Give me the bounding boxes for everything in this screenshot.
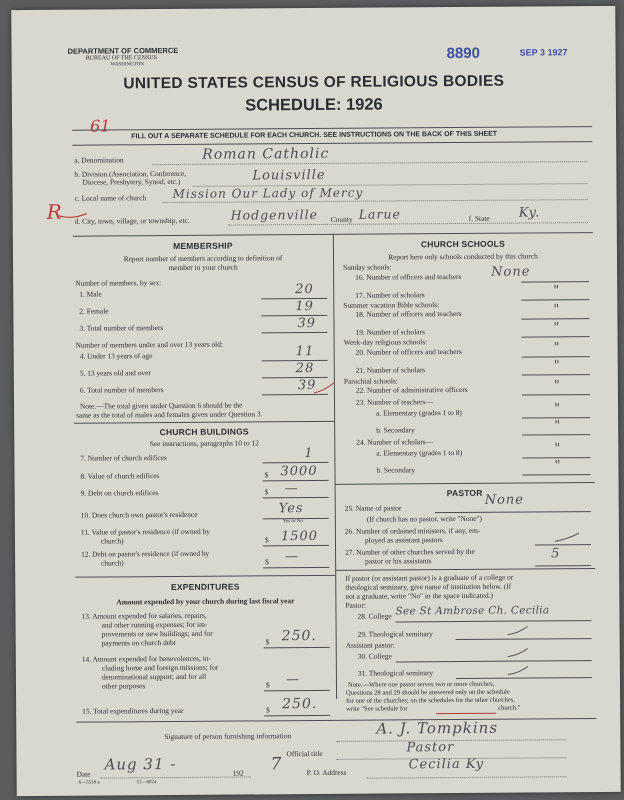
check-mark [508,667,528,675]
q22-value: " [553,378,561,394]
pastor-heading: PASTOR [446,487,483,499]
denomination-value: Roman Catholic [202,145,330,163]
q13-dollar: $ [265,637,270,647]
form-number-2: 11—6024 [136,780,157,786]
q7-label: 7. Number of church edifices [80,453,167,463]
q7-value: 1 [304,446,314,462]
q13-label-2: and other running expenses; for im- [101,619,208,630]
q24a-label: a. Elementary (grades 1 to 8) [376,447,463,458]
q27-label-2: pastor or his assistants [365,556,432,566]
q27-value: 5 [551,546,561,562]
q14-label-2: cluding home and foreign missions; for [101,662,219,673]
q15-dollar: $ [266,705,270,715]
q11-dollar: $ [264,535,269,545]
year-value: 7 [270,754,283,775]
q24a-value: " [554,441,562,457]
membership-intro: Report number of members according to definition of [123,253,283,264]
q8-value: 3000 [280,463,318,480]
q23a-value: " [554,401,562,417]
q23b-label: b. Secondary [376,425,415,435]
fill-out-instructions: FILL OUT A SEPARATE SCHEDULE FOR EACH CHURCH. SEE INSTRUCTIONS ON THE BACK OF THIS SHEET [131,130,498,141]
stamp-date: SEP 3 1927 [519,47,568,58]
q11-label-2: church) [100,536,124,546]
q24b-value: " [554,458,562,474]
check-mark [508,649,528,657]
graduate-instructions-2: theological seminary, give name of institution below. (If [345,581,512,592]
check-mark [555,533,579,541]
q6-value: 39 [297,377,317,394]
schools-intro: Report here only schools conducted by this church [388,251,538,262]
q14-label: 14. Amount expended for benevolences, in- [81,653,211,664]
q17-label: 17. Number of scholars [355,290,425,300]
q10-value: Yes [278,501,304,517]
q29-label: 29. Theological seminary [357,629,433,639]
membership-note: Note.—The total given under Question 6 should be the [79,400,243,411]
q9-dollar: $ [264,487,269,497]
q8-dollar: $ [264,470,269,480]
q26-label-2: ployed as assistant pastors [364,535,443,545]
sunday-schools-label: Sunday schools: [343,262,392,272]
q15-label: 15. Total expenditures during year [82,705,184,716]
q21-value: " [553,358,561,374]
q10-label: 10. Does church own pastor's residence [80,509,198,520]
red-margin-mark: R [46,199,62,224]
q25-value: None [484,492,525,508]
q3-value: 39 [297,315,317,332]
q27-label: 27. Number of other churches served by the [345,546,475,557]
q26-label: 26. Number of ordained ministers, if any, em- [344,525,481,536]
division-value: Louisville [252,167,326,184]
q13-label: 13. Amount expended for salaries, repairs, [81,610,207,621]
year-prefix: 192 [232,768,244,778]
q28-label: 28. College [357,611,392,621]
q25-note: (If church has no pastor, write "None") [366,513,482,524]
graduate-instructions: If pastor (or assistant pastor) is a graduate of a college or [345,572,514,583]
q23-label: 23. Number of teachers— [355,397,433,407]
q19-label: 19. Number of scholars [355,327,425,337]
pastor-note-3: for one of the churches; on the schedules for the other churches, [346,696,515,705]
membership-note-2: same as the total of males and females given under Question 3. [76,409,263,420]
membership-heading: MEMBERSHIP [173,240,233,251]
q23a-label: a. Elementary (grades 1 to 8) [376,407,462,418]
q1-label: 1. Male [79,289,102,299]
q6-label: 6. Total number of members [79,385,164,395]
q24b-label: b. Secondary [376,465,416,475]
local-name-label: c. Local name of church [74,193,147,203]
q12-dollar: $ [265,557,269,567]
q3-label: 3. Total number of members [79,323,164,333]
bureau-name: BUREAU OF THE CENSUS [85,55,158,62]
q25-label: 25. Name of pastor [344,503,402,513]
expenditures-subheading: Amount expended by your church during last fiscal year [116,596,295,607]
q17-value: " [553,283,561,299]
state-label: f. State [468,213,490,223]
q4-value: 11 [295,344,315,360]
q28-value: See St Ambrose Ch. Cecilia [395,604,550,618]
members-by-age-label: Number of members under and over 13 years old: [75,339,223,350]
form-subtitle: SCHEDULE: 1926 [245,95,383,115]
department-name: DEPARTMENT OF COMMERCE [67,45,179,56]
po-address-label: P. O. Address [306,767,347,778]
q14-value: — [285,672,300,688]
q4-label: 4. Under 13 years of age [79,351,153,361]
pastor-subheading: Pastor: [345,600,366,610]
q23b-value: " [554,418,562,434]
pastor-note-4: write "See schedule for [346,705,408,713]
red-margin-stroke [59,214,87,218]
q21-label: 21. Number of scholars [355,365,426,375]
q16-value: None [491,264,531,280]
q5-value: 28 [295,361,315,377]
q18-value: " [553,302,561,318]
q12-label-2: church) [101,558,124,568]
members-by-sex-label: Number of members, by sex: [75,278,162,288]
pastor-note-4b: church." [498,704,521,712]
q11-label: 11. Value of pastor's residence (if owned by [80,526,210,537]
official-title-label: Official title [286,748,323,759]
graduate-instructions-3: not a graduate, write "No" in the space indicated.) [345,590,494,601]
form-title: UNITED STATES CENSUS OF RELIGIOUS BODIES [123,72,505,93]
q14-label-4: other purposes [101,681,146,691]
division-label: b. Division (Association, Conference, [74,168,187,179]
q14-label-3: denominational support; and for all [101,671,207,682]
q24-label: 24. Number of scholars— [356,437,434,447]
parochial-schools-label: Parochial schools: [343,376,398,386]
assistant-pastor-subheading: Assistant pastor: [345,640,395,650]
q30-label: 30. College [357,651,392,661]
signature-value: A. J. Tompkins [376,718,499,738]
q8-label: 8. Value of church edifices [80,471,160,481]
schools-heading: CHURCH SCHOOLS [420,238,505,250]
state-value: Ky. [518,205,541,221]
census-schedule-sheet [11,6,620,796]
signature-label: Signature of person furnishing information [164,731,292,742]
official-title-value: Pastor [406,740,455,756]
buildings-subheading: See instructions, paragraphs 10 to 12 [149,438,259,449]
q15-value: 250. [282,695,318,713]
q11-value: 1500 [280,528,319,545]
local-name-value: Mission Our Lady of Mercy [172,185,364,201]
form-number: 6—5518 a [78,780,100,786]
weekday-schools-label: Week-day religious schools: [343,337,428,347]
q12-label: 12. Debt on pastor's residence (if owned by [81,548,210,559]
check-marks-overlay [11,6,620,796]
q13-label-3: provements or new buildings; and for [101,628,213,639]
pastor-note-2: Questions 28 and 29 should be answered only on the schedule [346,688,510,697]
division-label-2: Diocese, Presbytery, Synod, etc.) [82,176,181,187]
pastor-note: Note.—Where one pastor serves two or more churches, [347,680,495,689]
date-label: Date [76,769,91,779]
buildings-heading: CHURCH BUILDINGS [159,426,249,438]
county-value: Larue [358,206,401,222]
q9-value: — [284,481,299,497]
po-address-value: Cecilia Ky [408,756,485,773]
check-mark [508,627,528,635]
bureau-city: WASHINGTON [110,62,144,68]
summer-schools-label: Summer vacation Bible schools: [343,300,440,310]
q2-value: 19 [295,299,314,315]
red-check-mark [314,383,334,393]
q16-label: 16. Number of officers and teachers [355,271,462,282]
q5-label: 5. 13 years old and over [79,368,151,378]
q20-value: " [553,340,561,356]
stamp-number: 8890 [446,44,481,63]
q13-value: 250. [281,628,317,645]
q31-label: 31. Theological seminary [357,668,434,678]
city-value: Hodgenville [230,206,319,223]
q1-value: 20 [295,282,314,298]
yes-no-hint: Yes or No [282,519,303,525]
q18-label: 18. Number of officers and teachers [355,308,462,319]
q9-label: 9. Debt on church edifices [80,488,159,498]
q19-value: " [553,320,561,336]
denomination-label: a. Denomination [74,155,124,165]
expenditures-heading: EXPENDITURES [170,581,240,593]
q20-label: 20. Number of officers and teachers [355,346,462,357]
q2-label: 2. Female [79,306,109,316]
city-label: d. City, town, village, or township, etc. [74,215,190,226]
q14-dollar: $ [265,680,270,690]
county-label: County [330,214,353,224]
q13-label-4: payments on church debt [101,637,176,648]
red-number-mark: 61 [90,116,111,136]
membership-intro-2: member in your church [168,262,238,273]
date-value: Aug 31 - [104,754,177,774]
q12-value: — [285,549,300,565]
q22-label: 22. Number of administrative officers [355,384,468,395]
